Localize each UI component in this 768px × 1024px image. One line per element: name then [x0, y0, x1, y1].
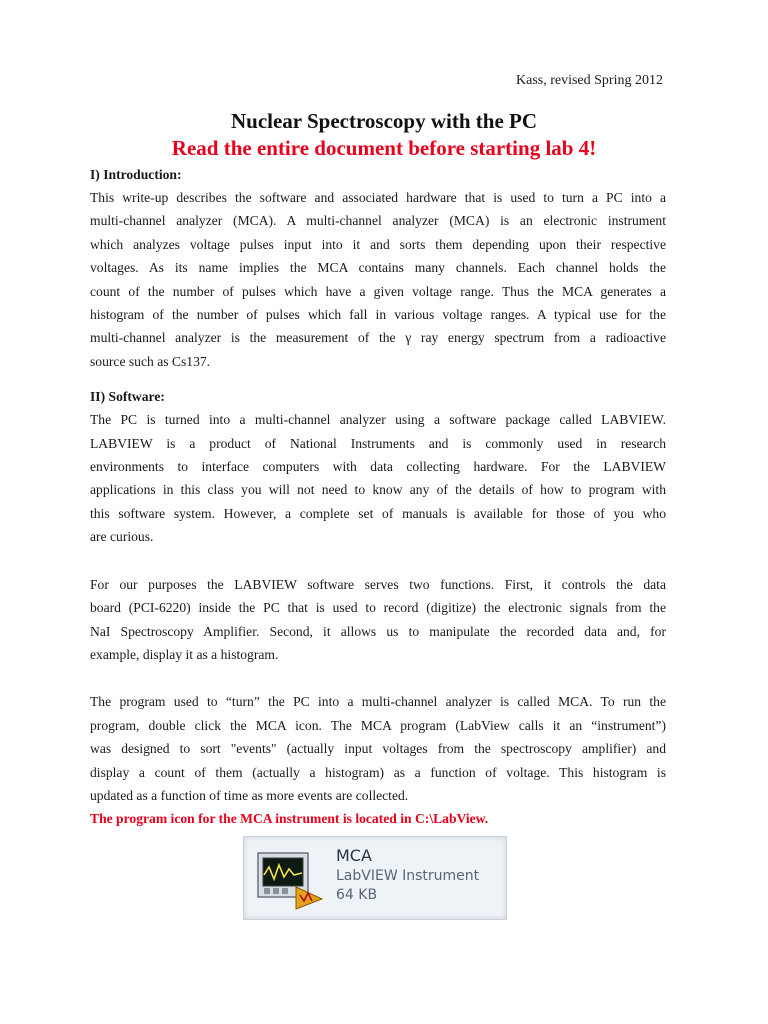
labview-instrument-icon: [256, 847, 326, 911]
warning-subtitle: Read the entire document before starting lab 4!: [171, 136, 597, 160]
software-line: example, display it as a histogram.: [90, 646, 279, 662]
software-line: The PC is turned into a multi-channel analyzer using a software package called LABVIEW.: [90, 412, 666, 428]
software-paragraph-3: [90, 690, 666, 807]
mca-icon-labels: [336, 845, 479, 905]
software-line: board (PCI-6220) inside the PC that is used to record (digitize) the electronic signals from the: [90, 600, 666, 616]
software-line: updated as a function of time as more events are collected.: [90, 787, 409, 803]
software-line: For our purposes the LABVIEW software serves two functions. First, it controls the data: [90, 576, 666, 592]
software-line: are curious.: [90, 529, 154, 545]
intro-line: source such as Cs137.: [90, 353, 211, 369]
software-line: program, double click the MCA icon. The MCA program (LabView calls it an “instrument”): [90, 717, 666, 733]
software-line: applications in this class you will not need to know any of the details of how to program with: [90, 482, 666, 498]
intro-line: multi-channel analyzer (MCA). A multi-channel analyzer (MCA) is an electronic instrument: [90, 213, 666, 229]
software-paragraph-1: [90, 408, 666, 548]
intro-paragraph: [90, 186, 666, 373]
intro-line: This write-up describes the software and associated hardware that is used to turn a PC into a: [90, 190, 666, 205]
software-line: NaI Spectroscopy Amplifier. Second, it allows us to manipulate the recorded data and, for: [90, 623, 666, 639]
mca-icon-name: MCA: [336, 846, 372, 865]
software-paragraph-2: [90, 573, 666, 667]
software-heading: II) Software:: [90, 389, 165, 405]
software-line: display a count of them (actually a histogram) as a function of voltage. This histogram is: [90, 764, 666, 780]
intro-line: which analyzes voltage pulses input into it and sorts them depending upon their respective: [90, 236, 666, 252]
software-line: this software system. However, a complete set of manuals is available for those of you who: [90, 505, 666, 521]
intro-heading: I) Introduction:: [90, 167, 182, 182]
software-line: The program used to “turn” the PC into a multi-channel analyzer is called MCA. To run the: [90, 694, 666, 710]
intro-line: histogram of the number of pulses which fall in various voltage ranges. A typical use for the: [90, 307, 666, 323]
intro-line: count of the number of pulses which have a given voltage range. Thus the MCA generates a: [90, 283, 666, 299]
software-line: LABVIEW is a product of National Instruments and is commonly used in research: [90, 435, 666, 451]
intro-line: multi-channel analyzer is the measurement of the γ ray energy spectrum from a radioactive: [90, 330, 666, 346]
author-line: Kass, revised Spring 2012: [516, 73, 663, 88]
document-body: [90, 163, 666, 830]
icon-location-notice: The program icon for the MCA instrument is located in C:\LabView.: [90, 811, 489, 827]
document-title: Nuclear Spectroscopy with the PC: [230, 109, 538, 133]
mca-icon-type: LabVIEW Instrument: [336, 868, 480, 884]
intro-line: voltages. As its name implies the MCA contains many channels. Each channel holds the: [90, 260, 666, 276]
mca-instrument-icon-tile[interactable]: [243, 836, 507, 920]
software-line: environments to interface computers with data collecting hardware. For the LABVIEW: [90, 459, 666, 475]
mca-icon-size: 64 KB: [336, 887, 378, 903]
software-line: was designed to sort "events" (actually input voltages from the spectroscopy amplifier) and: [90, 741, 666, 757]
